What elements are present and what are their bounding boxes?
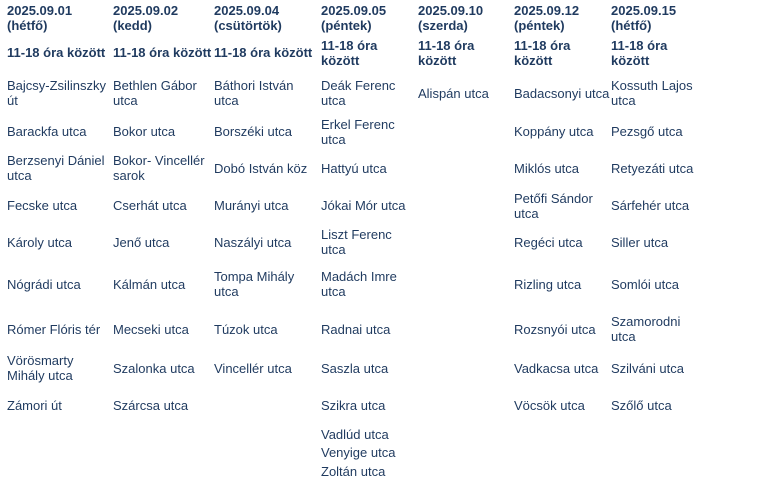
column-time: 11-18 óra között <box>214 45 313 60</box>
column-header <box>113 3 178 33</box>
column-header <box>418 3 483 33</box>
street-cell: Badacsonyi utca <box>514 86 610 101</box>
column-day: (hétfő) <box>7 18 48 33</box>
street-cell: Somlói utca <box>611 277 679 292</box>
column-date: 2025.09.01 <box>7 3 73 18</box>
column-day: (péntek) <box>321 18 372 33</box>
street-cell: Alispán utca <box>418 86 489 101</box>
street-cell: Fecske utca <box>7 198 78 213</box>
column-day: (csütörtök) <box>214 18 282 33</box>
street-cell: Rómer Flóris tér <box>7 322 101 337</box>
column-time: 11-18 óra között <box>113 45 212 60</box>
street-cell: Liszt Ferenc utca <box>321 227 392 257</box>
column-time: 11-18 óra között <box>7 45 106 60</box>
street-cell: Berzsenyi Dániel utca <box>7 153 105 183</box>
street-cell: Vadlúd utca <box>321 427 389 442</box>
street-cell: Venyige utca <box>321 445 396 460</box>
street-cell: Szalonka utca <box>113 361 195 376</box>
street-cell: Zámori út <box>7 398 62 413</box>
street-cell: Vincellér utca <box>214 361 292 376</box>
street-cell: Barackfa utca <box>7 124 87 139</box>
street-cell: Jókai Mór utca <box>321 198 406 213</box>
street-cell: Siller utca <box>611 235 669 250</box>
column-date: 2025.09.10 <box>418 3 484 18</box>
street-cell: Károly utca <box>7 235 73 250</box>
column-date: 2025.09.04 <box>214 3 280 18</box>
street-cell: Rozsnyói utca <box>514 322 596 337</box>
column-day: (péntek) <box>514 18 565 33</box>
street-cell: Regéci utca <box>514 235 583 250</box>
street-cell: Szilváni utca <box>611 361 684 376</box>
column-header <box>214 3 282 33</box>
street-cell: Zoltán utca <box>321 464 386 479</box>
street-cell: Bokor- Vincellér sarok <box>113 153 205 183</box>
street-cell: Radnai utca <box>321 322 391 337</box>
street-cell: Vöcsök utca <box>514 398 585 413</box>
street-cell: Hattyú utca <box>321 161 387 176</box>
column-day: (kedd) <box>113 18 152 33</box>
column-day: (szerda) <box>418 18 468 33</box>
street-cell: Bajcsy-Zsilinszky út <box>7 78 106 108</box>
street-cell: Kossuth Lajos utca <box>611 78 693 108</box>
street-cell: Vörösmarty Mihály utca <box>7 353 74 383</box>
street-cell: Szamorodni utca <box>611 314 681 344</box>
street-cell: Szárcsa utca <box>113 398 189 413</box>
column-header <box>321 3 386 33</box>
street-cell: Borszéki utca <box>214 124 293 139</box>
street-cell: Bokor utca <box>113 124 176 139</box>
street-cell: Szőlő utca <box>611 398 672 413</box>
street-cell: Kálmán utca <box>113 277 186 292</box>
column-header <box>7 3 72 33</box>
street-cell: Tompa Mihály utca <box>214 269 295 299</box>
street-cell: Naszályi utca <box>214 235 292 250</box>
street-cell: Saszla utca <box>321 361 389 376</box>
column-date: 2025.09.12 <box>514 3 580 18</box>
column-header <box>514 3 579 33</box>
street-cell: Sárfehér utca <box>611 198 690 213</box>
column-date: 2025.09.15 <box>611 3 677 18</box>
column-date: 2025.09.05 <box>321 3 387 18</box>
street-cell: Szikra utca <box>321 398 386 413</box>
street-cell: Koppány utca <box>514 124 594 139</box>
street-cell: Cserhát utca <box>113 198 187 213</box>
street-cell: Dobó István köz <box>214 161 308 176</box>
street-cell: Retyezáti utca <box>611 161 694 176</box>
column-time: 11-18 óra között <box>514 38 571 68</box>
column-time: 11-18 óra között <box>611 38 668 68</box>
street-cell: Jenő utca <box>113 235 170 250</box>
street-cell: Mecseki utca <box>113 322 189 337</box>
street-cell: Erkel Ferenc utca <box>321 117 395 147</box>
street-cell: Petőfi Sándor utca <box>514 191 593 221</box>
street-cell: Murányi utca <box>214 198 289 213</box>
street-cell: Báthori István utca <box>214 78 294 108</box>
column-time: 11-18 óra között <box>418 38 475 68</box>
street-cell: Rizling utca <box>514 277 582 292</box>
column-day: (hétfő) <box>611 18 652 33</box>
column-date: 2025.09.02 <box>113 3 179 18</box>
street-cell: Nógrádi utca <box>7 277 81 292</box>
street-cell: Bethlen Gábor utca <box>113 78 197 108</box>
street-cell: Miklós utca <box>514 161 580 176</box>
street-cell: Deák Ferenc utca <box>321 78 396 108</box>
street-cell: Túzok utca <box>214 322 278 337</box>
column-header <box>611 3 676 33</box>
street-cell: Pezsgő utca <box>611 124 683 139</box>
column-time: 11-18 óra között <box>321 38 378 68</box>
street-cell: Madách Imre utca <box>321 269 397 299</box>
street-cell: Vadkacsa utca <box>514 361 599 376</box>
